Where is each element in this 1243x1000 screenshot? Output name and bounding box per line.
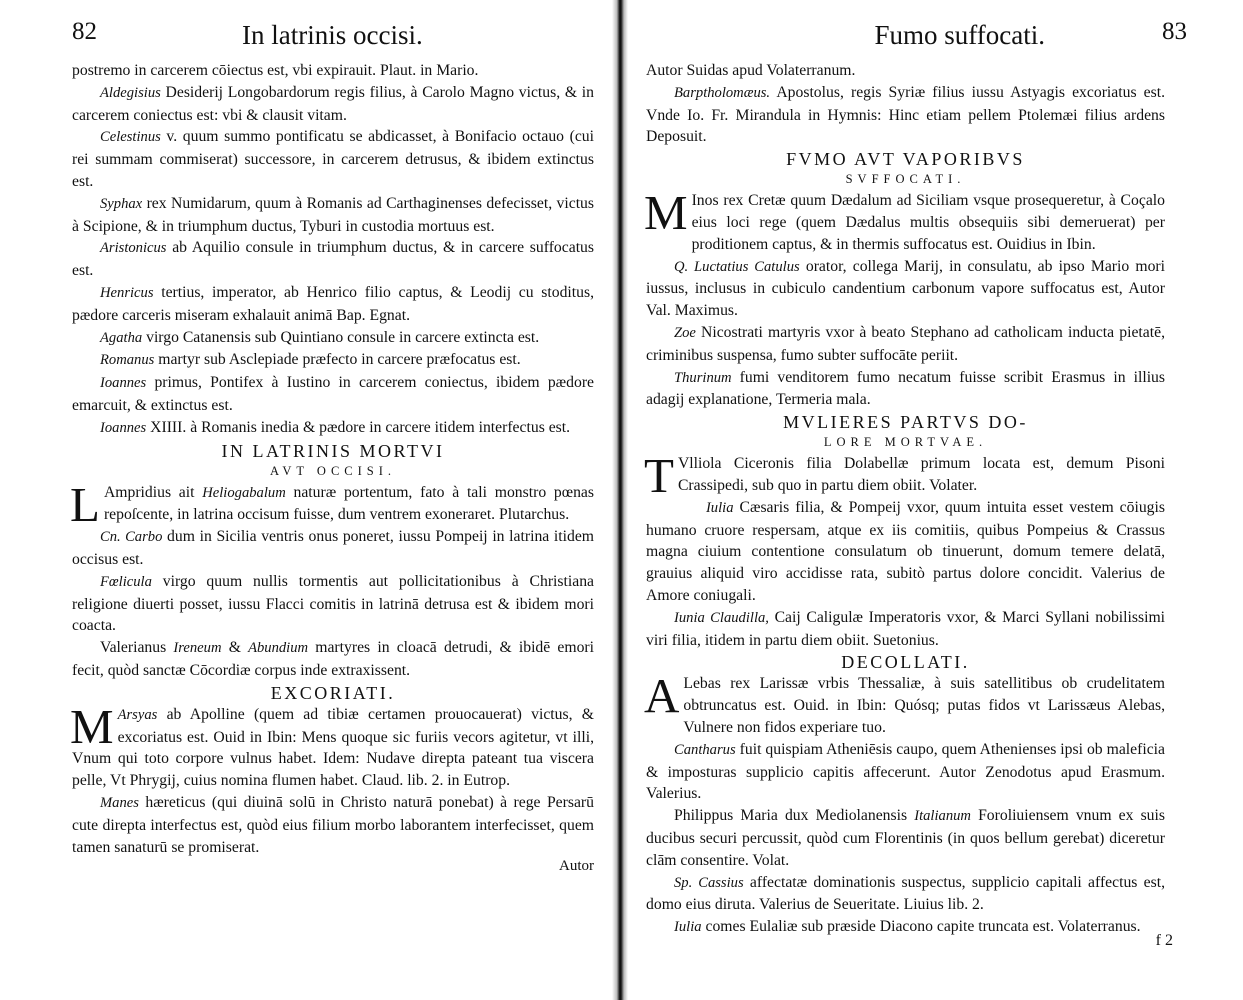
catchword: Autor — [559, 858, 594, 875]
paragraph-tulliola: T Vlliola Ciceronis filia Dolabellæ primum locata est, demum Pisoni Crassipedi, sub quo in partu diem obiit. Volater. — [644, 448, 1165, 504]
right-page — [628, 0, 1243, 1000]
section-heading-mulieres: MVLIERES PARTVS DO- — [783, 412, 1028, 433]
entry-name: Barptholomæus. — [674, 84, 771, 101]
section-heading-decollati: DECOLLATI. — [841, 652, 970, 673]
drop-cap-l: L — [70, 476, 100, 532]
entry-name: Arsyas — [117, 706, 158, 723]
entry-name: Manes — [100, 794, 139, 811]
right-running-head — [646, 14, 1187, 60]
entry-text: affectatæ dominationis suspectus, supplicio capitali affectus est, domo eius diruta. Valerius de Seueritate. Liuius lib. 2. — [646, 873, 1166, 914]
entry-paragraph — [646, 739, 1165, 805]
section-subheading-mulieres: LORE MORTVAE. — [823, 435, 988, 450]
left-page-body — [72, 60, 594, 875]
drop-cap-m: M — [644, 185, 688, 241]
entry-text: virgo Catanensis sub Quintiano consule in carcere extincta est. — [146, 328, 540, 346]
entry-name: Ioannes — [100, 375, 147, 392]
section-subheading-fumo: SVFFOCATI. — [845, 172, 966, 187]
right-page-title: Fumo suffocati. — [874, 20, 1045, 50]
left-entries-excoriati — [72, 792, 594, 858]
drop-cap-t: T — [644, 448, 674, 504]
entry-paragraph — [646, 367, 1165, 412]
entry-name: Celestinus — [100, 129, 161, 146]
entry-text: postremo in carcerem cōiectus est, vbi expirauit. Plaut. in Mario. — [72, 62, 479, 79]
entry-text: virgo quum nullis tormentis aut pollicitationibus à Christiana religione diuerti posset, iussu Flacci comitis in latrinā detrusa est & ibidem mori coacta. — [72, 572, 594, 635]
entry-text: Apostolus, regis Syriæ filius iussu Astyagis excoriatus est. Vnde Io. Fr. Mirandula in Hymnis: Hinc etiam pellem Ptolemæi filius ardens Deposuit. — [646, 83, 1165, 146]
signature-mark: f 2 — [1155, 932, 1173, 949]
entry-name: Zoe — [674, 324, 696, 341]
entry-name: Cn. Carbo — [100, 529, 163, 546]
section-heading-latrinis: IN LATRINIS MORTVI — [221, 440, 445, 461]
entry-name: Syphax — [100, 195, 143, 212]
entry-name: Abundium — [248, 640, 309, 657]
entry-paragraph — [72, 193, 594, 238]
entry-paragraph — [72, 526, 594, 571]
entry-name: Ioannes — [100, 419, 147, 436]
entry-text: Desiderij Longobardorum regis filius, à Carolo Magno victus, & in carcerem coniectus est: vbi & clausit vitam. — [72, 83, 594, 124]
entry-text: Autor Suidas apud Volaterranum. — [646, 62, 856, 79]
right-entries-excoriati — [646, 60, 1165, 148]
entry-text: orator, collega Marij, in consulatu, ab ipso Mario mori iussus, inclusus in cubiculo candentium carbonum vapore suffocatus est, Autor Val. Maximus. — [646, 257, 1166, 320]
entry-paragraph — [72, 349, 594, 372]
entry-paragraph — [646, 60, 1165, 82]
entry-paragraph — [72, 82, 594, 127]
entry-name: Sp. Cassius — [674, 874, 744, 891]
entry-paragraph — [72, 571, 594, 637]
entry-text: Caij Caligulæ Imperatoris vxor, & Marci Syllani nobilissimi viri filia, itidem in partu diem obiit. Suetonius. — [646, 608, 1166, 649]
entry-paragraph — [646, 916, 1165, 939]
entry-text: fumi venditorem fumo necatum fuisse scribit Erasmus in illius adagij explanatione, Termeria mala. — [646, 368, 1165, 409]
entry-text: v. quum summo pontificatu se abdicasset, à Bonifacio octauo (cui rei summam commiserat) successore, in carcerem detrusus, & ibidem extinctus est. — [72, 128, 594, 190]
entry-text: Nicostrati martyris vxor à beato Stephano ad catholicam inducta pietatē, criminibus suspensa, fumo subter suffocāte periit. — [646, 323, 1165, 364]
right-entries-decollati — [646, 739, 1165, 805]
paragraph-philippus: Philippus Maria dux Mediolanensis Italianum Foroliuiensem vnum ex suis ducibus securi percussit, quòd cum Florentinis (in quos bellum gerebat) diceretur clām consentire. Volat. — [646, 807, 1165, 869]
entry-text: comes Eulaliæ sub præside Diacono capite truncata est. Volaterranus. — [705, 918, 1141, 936]
entry-paragraph — [72, 372, 594, 417]
entry-text: rex Numidarum, quum à Romanis ad Carthaginenses defecisset, victus à Scipione, & in triumphum ductus, Tyburi in custodia mortuus est. — [72, 194, 594, 235]
entry-name: Ireneum — [173, 640, 222, 657]
entry-paragraph — [646, 256, 1165, 322]
entry-name: Romanus — [100, 352, 155, 369]
entry-text: fuit quispiam Atheniēsis caupo, quem Athenienses ipsi ob maleficia & imposturas supplicio capitis affecerunt. Autor Zenodotus apud Erasmum. Valerius. — [646, 740, 1165, 803]
entry-paragraph — [646, 497, 1165, 607]
entry-name: Aristonicus — [100, 240, 167, 257]
entry-name: Iulia — [705, 499, 734, 516]
left-entries-latrinis — [72, 526, 594, 637]
entry-paragraph — [72, 282, 594, 327]
entry-name: Cantharus — [674, 741, 736, 758]
right-page-body — [646, 60, 1165, 939]
entry-paragraph — [646, 322, 1165, 367]
entry-name: Thurinum — [674, 369, 732, 386]
left-page-title: In latrinis occisi. — [242, 20, 423, 50]
entry-paragraph — [72, 126, 594, 192]
paragraph-lampridius: L Ampridius ait Heliogabalum naturæ portentum, fato à tali monstro pœnas repoſcente, in latrina occisum fuisse, dum ventrem exoneraret. Plutarchus. — [70, 476, 594, 532]
entry-paragraph — [646, 872, 1165, 917]
entry-name: Fœlicula — [100, 573, 152, 590]
entry-paragraph — [72, 792, 594, 858]
entry-text: martyr sub Asclepiade præfecto in carcere præfocatus est. — [158, 351, 521, 369]
right-page-number: 83 — [1162, 18, 1187, 45]
entry-name: Henricus — [100, 284, 154, 301]
drop-cap-m: M — [70, 698, 114, 754]
paragraph-marsyas: M Arsyas ab Apolline (quem ad tibiæ certamen prouocauerat) victus, & excoriatus est. Ouid in Ibin: Mens quoque sic furiis vecors agitetur, vt illi, Vnum qui toto corpore vulnus habet. Idem: Nudave direpta pateant tua viscera pelle, Vt Phrygij, cuius nomina flumen habet. Claud. lib. 2. in Eutrop. — [70, 698, 594, 790]
entry-text: primus, Pontifex à Iustino in carcerem coniectus, ibidem pædore emarcuit, & extinctus est. — [72, 374, 595, 414]
entry-name: Iulia — [674, 919, 702, 936]
paragraph-valerianus: Valerianus Ireneum & Abundium martyres in cloacā detrudi, & ibidē emori fecit, quòd sanctæ Cōcordiæ corpus inde extraxissent. — [72, 639, 595, 679]
left-page-number: 82 — [72, 18, 97, 45]
left-page — [0, 0, 612, 1000]
entry-paragraph — [646, 82, 1165, 148]
entry-text: dum in Sicilia ventris onus poneret, iussu Pompeij in latrina itidem occisus est. — [72, 528, 594, 568]
entry-text: XIIII. à Romanis inedia & pædore in carcere itidem interfectus est. — [150, 418, 571, 436]
section-heading-excoriati: EXCORIATI. — [270, 682, 396, 703]
right-entries-mulieres — [646, 497, 1165, 652]
entry-name: Q. Luctatius Catulus — [674, 258, 800, 275]
entry-paragraph — [72, 237, 594, 282]
entry-name: Italianum — [914, 808, 971, 825]
left-running-head — [72, 14, 594, 60]
entry-text: ab Aquilio consule in triumphum ductus, & in carcere suffocatus est. — [72, 239, 595, 280]
entry-text: tertius, imperator, ab Henrico filio captus, & Leodij cu stoditus, pædore carceris miseram exhalauit animā Bap. Egnat. — [72, 283, 595, 324]
paragraph-minos: M Inos rex Cretæ quum Dædalum ad Siciliam vsque prosequeretur, à Coçalo eius loci rege (quem Dædalus multis obsequiis sibi demeruerat) per proditionem captus, & in thermis suffocatus est. Ouidius in Ibin. — [644, 185, 1165, 253]
drop-cap-a: A — [644, 668, 680, 724]
section-subheading-latrinis: AVT OCCISI. — [269, 463, 397, 478]
right-entries-fumo — [646, 256, 1165, 412]
entry-paragraph — [72, 417, 594, 440]
left-entries-carcere — [72, 60, 594, 440]
entry-paragraph — [72, 327, 594, 350]
right-entries-decollati-2 — [646, 872, 1165, 939]
entry-paragraph — [646, 607, 1165, 652]
entry-name: Iunia Claudilla, — [674, 609, 769, 626]
entry-text: Cæsaris filia, & Pompeij vxor, quum intuita esset vestem cōiugis humano cruore respersam, atque ex iis comitiis, quibus Pompeius & Crassus magna ciuium contentione consulatum ob tinuerunt, domum temere delatā, grauius aliquid viro accidisse rata, subitò partus dolore concidit. Valerius de Amore coniugali. — [646, 498, 1165, 604]
section-heading-fumo: FVMO AVT VAPORIBVS — [786, 149, 1025, 170]
entry-text: hæreticus (qui diuinā solū in Christo naturā ponebat) à rege Persarū cute direpta interfectus est, quòd eius filium morbo laborantem interfecisset, quem tamen sanaturū se promiserat. — [72, 793, 595, 856]
entry-name: Aldegisius — [100, 84, 161, 101]
paragraph-alebas: A Lebas rex Larissæ vrbis Thessaliæ, à suis satellitibus ob crudelitatem obtruncatus est. Ouid. in Ibin: Quósq; putas fidos vt Larissæus Alebas, Vulnere non fidos experiare tuo. — [644, 668, 1165, 736]
entry-paragraph — [72, 60, 594, 82]
book-gutter — [612, 0, 628, 1000]
entry-name: Heliogabalum — [202, 484, 286, 501]
entry-name: Agatha — [100, 329, 143, 346]
